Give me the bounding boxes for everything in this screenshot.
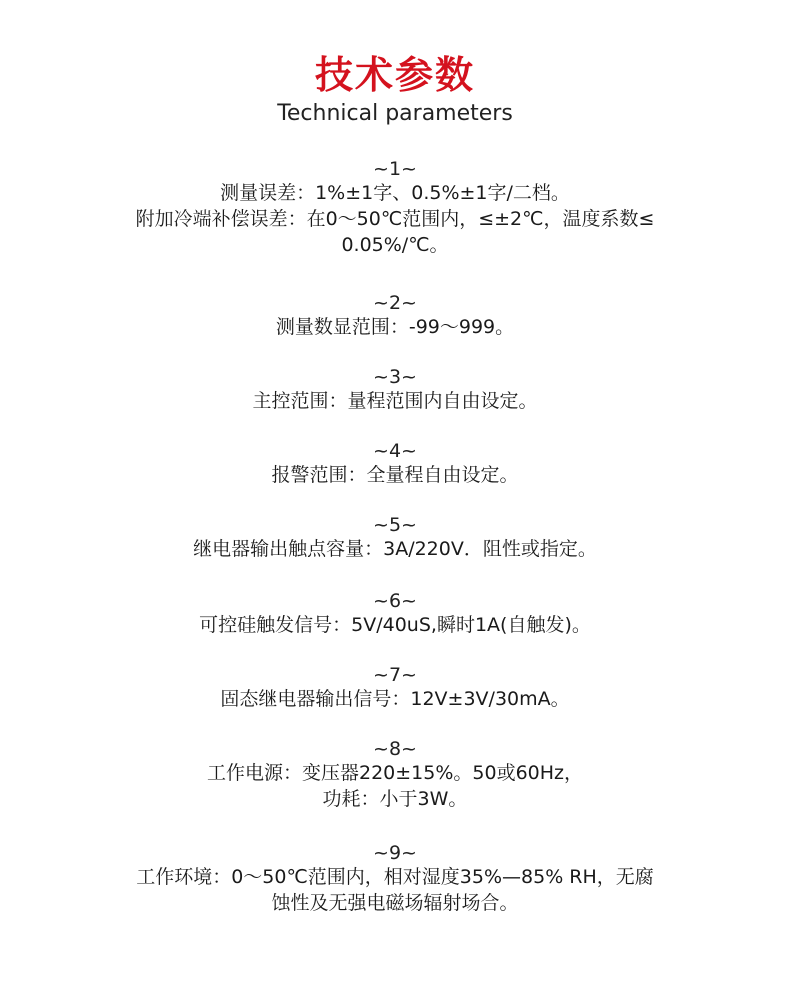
spec-line: 主控范围：量程范围内自由设定。 <box>252 390 538 412</box>
section-number: ~9~ <box>373 842 417 864</box>
spec-section-3 <box>0 366 790 414</box>
spec-line: 功耗：小于3W。 <box>322 788 468 810</box>
spec-section-1 <box>0 158 790 258</box>
section-number: ~8~ <box>373 738 417 760</box>
section-number: ~2~ <box>373 292 417 314</box>
spec-line: 测量误差：1%±1字、0.5%±1字/二档。 <box>220 182 570 204</box>
spec-section-9 <box>0 842 790 916</box>
spec-line: 报警范围：全量程自由设定。 <box>271 464 519 486</box>
spec-section-8 <box>0 738 790 812</box>
spec-line: 测量数显范围：-99～999。 <box>275 316 515 338</box>
spec-section-6 <box>0 590 790 638</box>
spec-line: 附加冷端补偿误差：在0～50℃范围内，≤±2℃，温度系数≤ <box>135 208 655 230</box>
spec-line: 工作电源：变压器220±15%。50或60Hz， <box>206 762 584 784</box>
spec-line: 工作环境：0～50℃范围内，相对湿度35%—85% RH，无腐 <box>136 866 654 888</box>
spec-section-5 <box>0 514 790 562</box>
section-number: ~1~ <box>373 158 417 180</box>
spec-section-4 <box>0 440 790 488</box>
section-number: ~4~ <box>373 440 417 462</box>
spec-line: 0.05%/℃。 <box>341 234 449 256</box>
spec-section-7 <box>0 664 790 712</box>
section-number: ~6~ <box>373 590 417 612</box>
section-number: ~3~ <box>373 366 417 388</box>
spec-line: 蚀性及无强电磁场辐射场合。 <box>271 892 519 914</box>
section-number: ~5~ <box>373 514 417 536</box>
page-subtitle: Technical parameters <box>277 101 513 126</box>
spec-line: 固态继电器输出信号：12V±3V/30mA。 <box>220 688 570 710</box>
spec-section-2 <box>0 292 790 340</box>
spec-line: 可控硅触发信号：5V/40uS,瞬时1A(自触发)。 <box>199 614 591 636</box>
spec-line: 继电器输出触点容量：3A/220V．阻性或指定。 <box>193 538 597 560</box>
page-title: 技术参数 <box>314 53 475 97</box>
section-number: ~7~ <box>373 664 417 686</box>
